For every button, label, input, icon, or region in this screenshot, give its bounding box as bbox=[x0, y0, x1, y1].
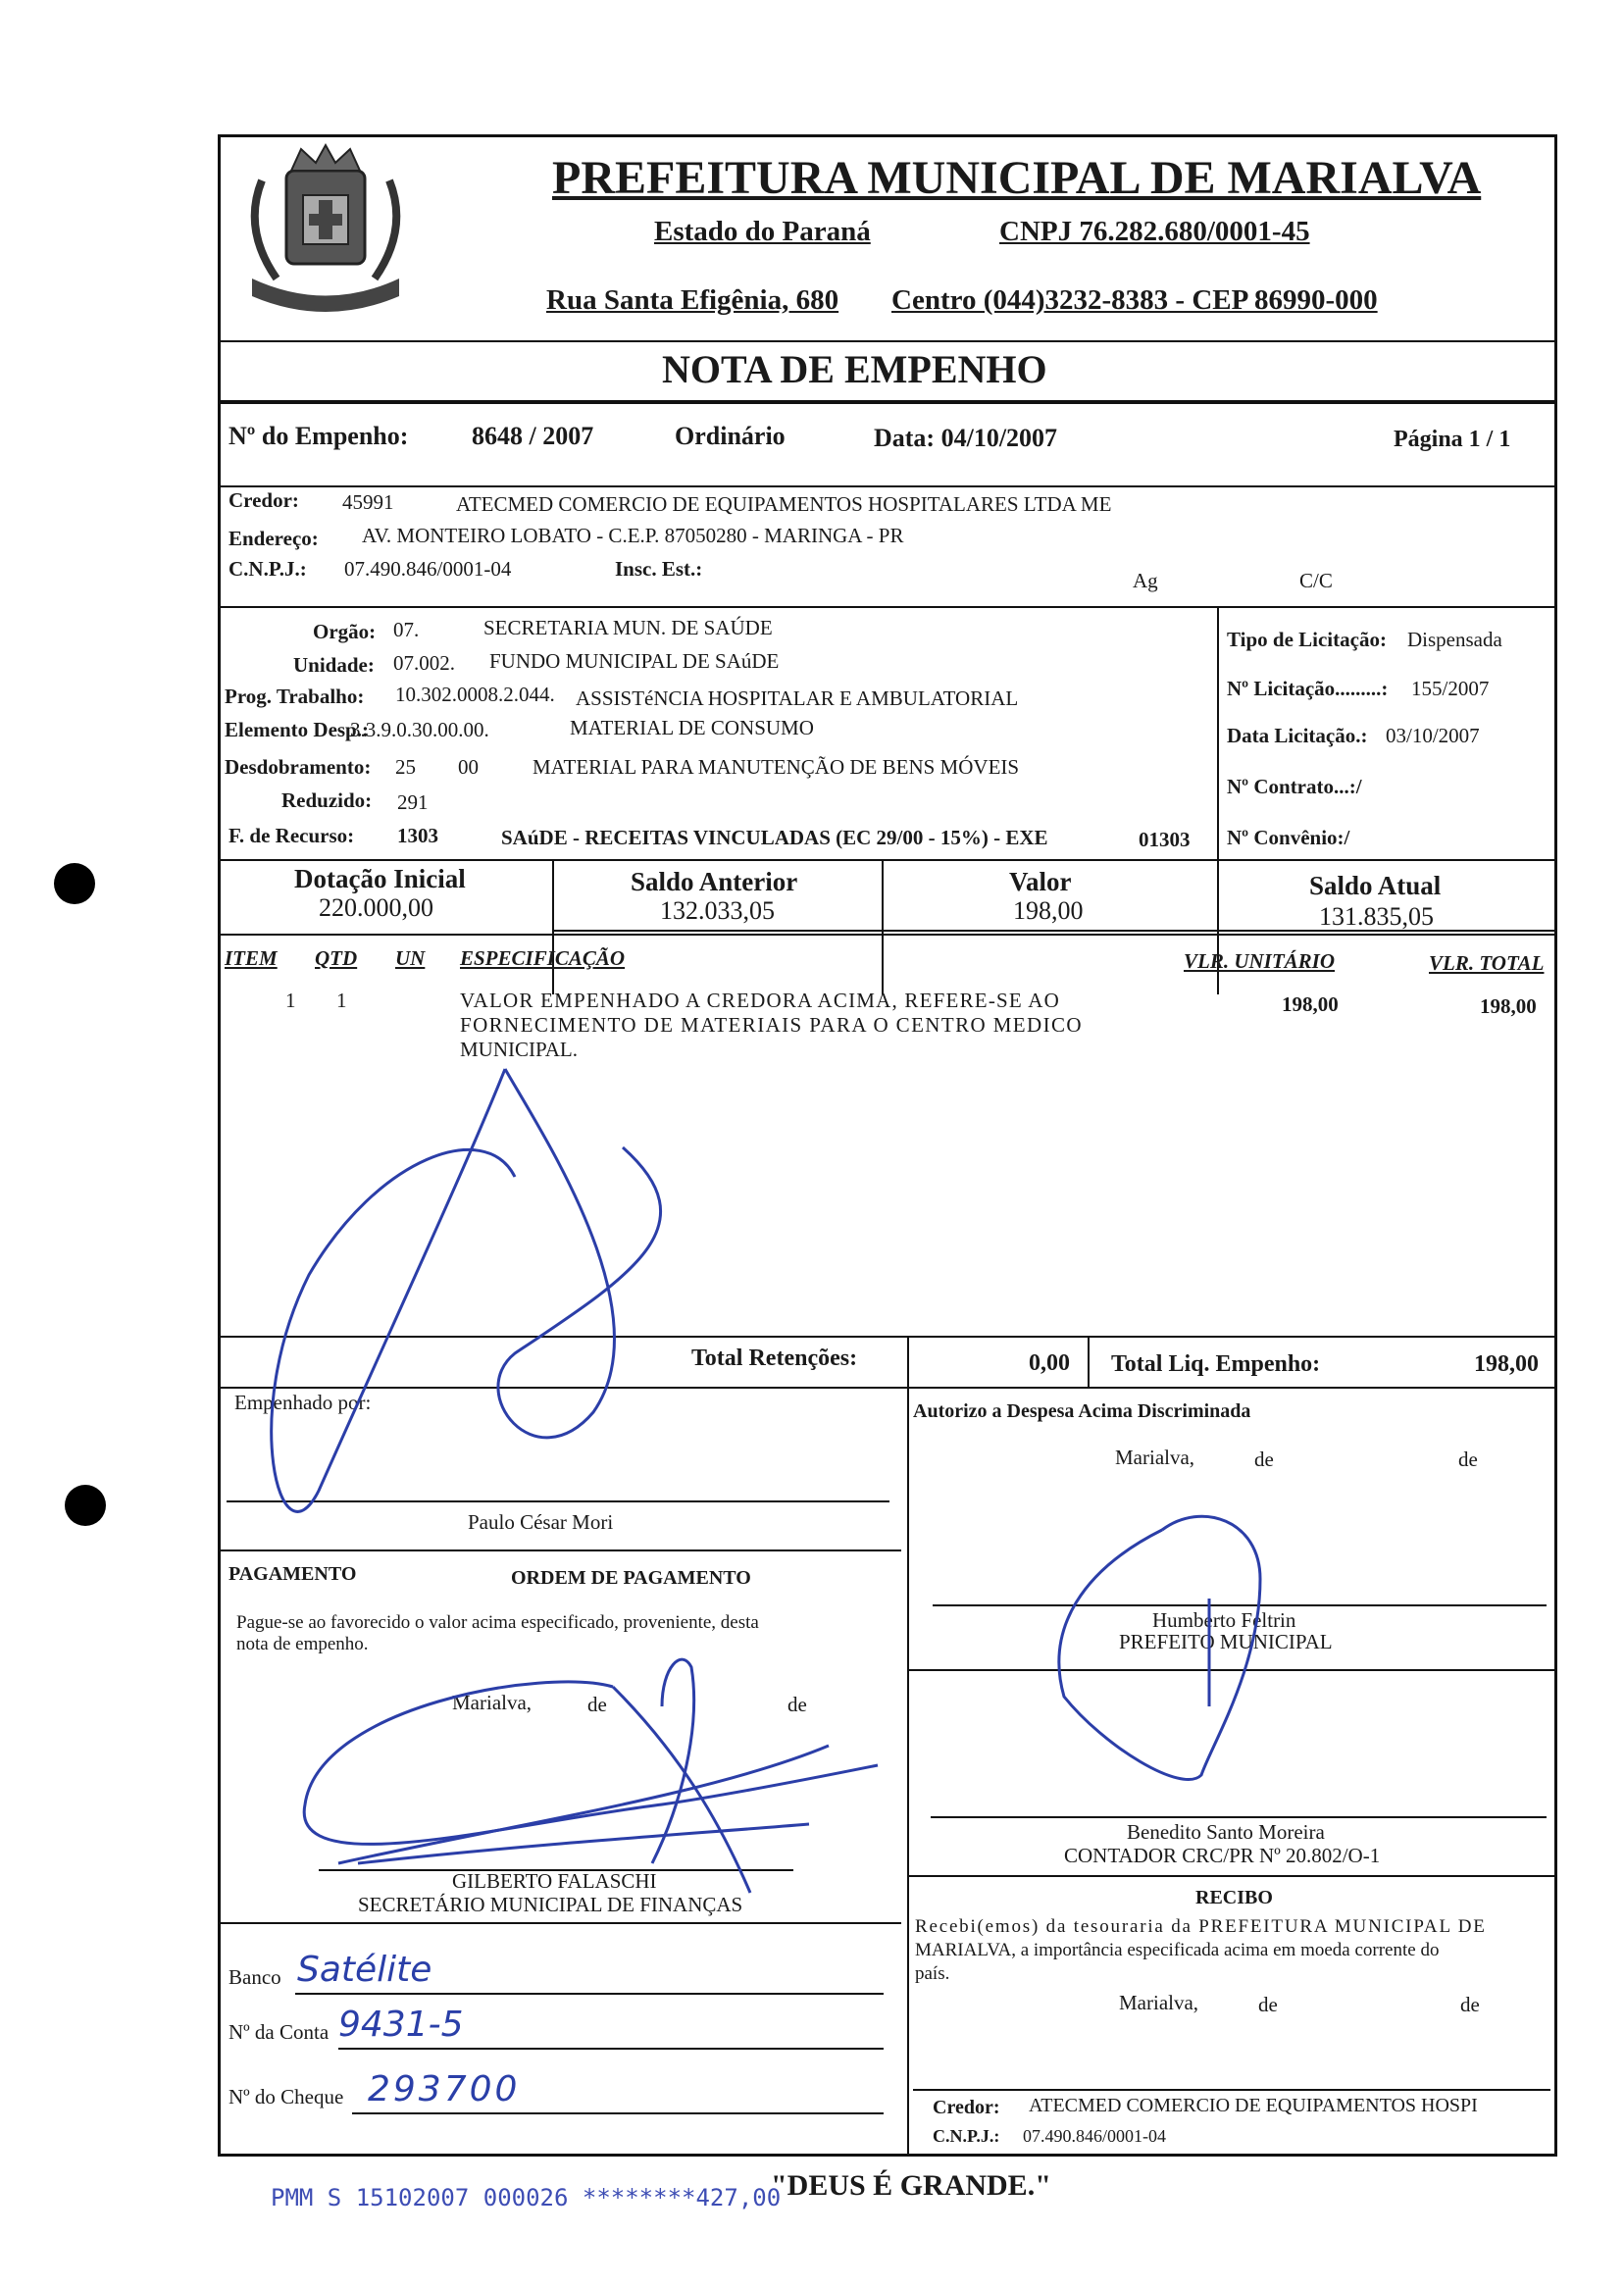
pagamento-de1: de bbox=[587, 1693, 607, 1716]
elemento-code: 3.3.9.0.30.00.00. bbox=[350, 718, 489, 741]
recibo-text-line2: MARIALVA, a importância especificada acima em moeda corrente do bbox=[915, 1940, 1440, 1960]
orgao-code: 07. bbox=[393, 618, 420, 641]
autorizo-de2: de bbox=[1458, 1448, 1478, 1471]
tipo-licitacao-label: Tipo de Licitação: bbox=[1227, 628, 1387, 651]
valor-value: 198,00 bbox=[1013, 896, 1084, 925]
licitacao-number: 155/2007 bbox=[1411, 677, 1490, 700]
recibo-cnpj-value: 07.490.846/0001-04 bbox=[1023, 2126, 1166, 2146]
cnpj-value: 07.490.846/0001-04 bbox=[344, 557, 512, 581]
credor-name: ATECMED COMERCIO DE EQUIPAMENTOS HOSPITALARES LTDA ME bbox=[456, 492, 1112, 516]
recibo-title: RECIBO bbox=[1195, 1887, 1273, 1908]
col-vlr-total: VLR. TOTAL bbox=[1429, 951, 1545, 975]
saldo-atual-value: 131.835,05 bbox=[1319, 902, 1434, 931]
recibo-cnpj-label: C.N.P.J.: bbox=[933, 2126, 1000, 2146]
prefeito-name: Humberto Feltrin bbox=[1152, 1608, 1296, 1632]
prefeito-role: PREFEITO MUNICIPAL bbox=[1119, 1630, 1333, 1653]
recibo-credor-name: ATECMED COMERCIO DE EQUIPAMENTOS HOSPI bbox=[1029, 2095, 1478, 2116]
nota-de-empenho-form bbox=[218, 134, 1557, 2157]
data-licitacao-value: 03/10/2007 bbox=[1386, 724, 1480, 747]
total-retencoes-value: 0,00 bbox=[1029, 1350, 1070, 1376]
coat-of-arms-icon bbox=[232, 141, 419, 318]
item-desc-line1: VALOR EMPENHADO A CREDORA ACIMA, REFERE-SE AO bbox=[460, 989, 1060, 1012]
elemento-label: Elemento Desp.: bbox=[225, 718, 369, 741]
conta-label: Nº da Conta bbox=[228, 2020, 330, 2044]
unidade-label: Unidade: bbox=[293, 653, 375, 677]
reduzido-label: Reduzido: bbox=[281, 788, 373, 812]
contact-address: Centro (044)3232-8383 - CEP 86990-000 bbox=[891, 284, 1378, 316]
pagamento-text-line1: Pague-se ao favorecido o valor acima especificado, proveniente, desta bbox=[236, 1612, 759, 1633]
total-retencoes-label: Total Retenções: bbox=[691, 1346, 858, 1371]
credor-code: 45991 bbox=[342, 490, 394, 514]
reduzido-value: 291 bbox=[397, 790, 429, 814]
elemento-name: MATERIAL DE CONSUMO bbox=[570, 716, 814, 739]
licitacao-number-label: Nº Licitação.........: bbox=[1227, 677, 1389, 700]
col-qtd: QTD bbox=[315, 946, 358, 970]
recibo-credor-label: Credor: bbox=[933, 2097, 1000, 2118]
cheque-label: Nº do Cheque bbox=[228, 2085, 344, 2108]
empenho-number: 8648 / 2007 bbox=[472, 422, 594, 450]
credor-label: Credor: bbox=[228, 488, 299, 512]
conta-value: 9431-5 bbox=[338, 2005, 464, 2045]
cnpj-header: CNPJ 76.282.680/0001-45 bbox=[999, 216, 1310, 247]
cc-label: C/C bbox=[1299, 569, 1333, 592]
item-vlr-total: 198,00 bbox=[1480, 994, 1537, 1018]
col-vlr-unitario: VLR. UNITÁRIO bbox=[1184, 949, 1336, 973]
desdobramento-b: 00 bbox=[458, 755, 479, 779]
autorizo-title: Autorizo a Despesa Acima Discriminada bbox=[913, 1400, 1251, 1422]
item-desc-line3: MUNICIPAL. bbox=[460, 1038, 578, 1061]
dotacao-inicial-value: 220.000,00 bbox=[319, 893, 433, 922]
prog-trabalho-label: Prog. Trabalho: bbox=[225, 685, 365, 708]
saldo-anterior-value: 132.033,05 bbox=[660, 896, 775, 925]
autorizo-place: Marialva, bbox=[1115, 1446, 1195, 1469]
motto: "DEUS É GRANDE." bbox=[771, 2169, 1051, 2202]
prefeitura-title: PREFEITURA MUNICIPAL DE MARIALVA bbox=[552, 152, 1482, 204]
unidade-name: FUNDO MUNICIPAL DE SAúDE bbox=[489, 649, 780, 673]
item-desc-line2: FORNECIMENTO DE MATERIAIS PARA O CENTRO MEDICO bbox=[460, 1013, 1083, 1037]
pagamento-place: Marialva, bbox=[452, 1691, 533, 1714]
contador-role: CONTADOR CRC/PR Nº 20.802/O-1 bbox=[1064, 1844, 1381, 1867]
prog-trabalho-code: 10.302.0008.2.044. bbox=[395, 683, 555, 706]
unidade-code: 07.002. bbox=[393, 651, 455, 675]
valor-label: Valor bbox=[1009, 867, 1072, 896]
recurso-name: SAúDE - RECEITAS VINCULADAS (EC 29/00 - 15%) - EXE bbox=[501, 826, 1048, 849]
state-label: Estado do Paraná bbox=[654, 216, 871, 247]
pagamento-text-line2: nota de empenho. bbox=[236, 1634, 369, 1654]
recurso-code: 1303 bbox=[397, 824, 438, 847]
autorizo-de1: de bbox=[1254, 1448, 1274, 1471]
orgao-name: SECRETARIA MUN. DE SAÚDE bbox=[483, 616, 773, 639]
convenio-label: Nº Convênio:/ bbox=[1227, 826, 1350, 849]
banco-value: Satélite bbox=[297, 1950, 432, 1990]
punch-hole-bottom bbox=[65, 1485, 106, 1526]
dotacao-inicial-label: Dotação Inicial bbox=[294, 864, 466, 893]
empenho-date: Data: 04/10/2007 bbox=[874, 424, 1058, 452]
page-number: Página 1 / 1 bbox=[1394, 427, 1511, 452]
desdobramento-name: MATERIAL PARA MANUTENÇÃO DE BENS MÓVEIS bbox=[533, 755, 1020, 779]
item-qtd: 1 bbox=[336, 989, 347, 1012]
ordem-pagamento-label: ORDEM DE PAGAMENTO bbox=[511, 1567, 751, 1589]
ag-label: Ag bbox=[1133, 569, 1158, 592]
contador-name: Benedito Santo Moreira bbox=[1127, 1820, 1325, 1844]
saldo-atual-label: Saldo Atual bbox=[1309, 871, 1442, 900]
data-licitacao-label: Data Licitação.: bbox=[1227, 724, 1368, 747]
recurso-number: 01303 bbox=[1139, 828, 1191, 851]
insc-est-label: Insc. Est.: bbox=[615, 557, 703, 581]
item-number: 1 bbox=[285, 989, 296, 1012]
cnpj-label: C.N.P.J.: bbox=[228, 557, 307, 581]
tipo-licitacao-value: Dispensada bbox=[1407, 628, 1502, 651]
document-title: NOTA DE EMPENHO bbox=[662, 347, 1047, 391]
secretario-name: GILBERTO FALASCHI bbox=[452, 1869, 657, 1893]
empenhado-por-label: Empenhado por: bbox=[234, 1391, 372, 1414]
empenho-type: Ordinário bbox=[675, 422, 786, 450]
prog-trabalho-name: ASSISTéNCIA HOSPITALAR E AMBULATORIAL bbox=[576, 686, 1019, 710]
recibo-de2: de bbox=[1460, 1993, 1480, 2016]
empenho-number-label: Nº do Empenho: bbox=[228, 422, 409, 450]
recurso-label: F. de Recurso: bbox=[228, 824, 355, 847]
endereco-label: Endereço: bbox=[228, 527, 319, 550]
recibo-place: Marialva, bbox=[1119, 1991, 1199, 2014]
col-item: ITEM bbox=[225, 946, 278, 970]
street-address: Rua Santa Efigênia, 680 bbox=[546, 284, 839, 316]
payment-stamp: PMM S 15102007 000026 ********427,00 bbox=[271, 2184, 782, 2211]
orgao-label: Orgão: bbox=[313, 620, 377, 643]
secretario-role: SECRETÁRIO MUNICIPAL DE FINANÇAS bbox=[358, 1893, 743, 1916]
col-un: UN bbox=[395, 946, 426, 970]
endereco-value: AV. MONTEIRO LOBATO - C.E.P. 87050280 - MARINGA - PR bbox=[362, 524, 904, 547]
recibo-text-line3: país. bbox=[915, 1963, 950, 1984]
col-especificacao: ESPECIFICAÇÃO bbox=[460, 946, 626, 970]
desdobramento-label: Desdobramento: bbox=[225, 755, 372, 779]
pagamento-de2: de bbox=[787, 1693, 807, 1716]
punch-hole-top bbox=[54, 863, 95, 904]
total-liq-label: Total Liq. Empenho: bbox=[1111, 1351, 1321, 1377]
empenhado-por-name: Paulo César Mori bbox=[468, 1510, 614, 1534]
banco-label: Banco bbox=[228, 1965, 281, 1989]
contrato-label: Nº Contrato...:/ bbox=[1227, 775, 1362, 798]
total-liq-value: 198,00 bbox=[1474, 1351, 1539, 1377]
desdobramento-a: 25 bbox=[395, 755, 416, 779]
item-vlr-unitario: 198,00 bbox=[1282, 992, 1339, 1016]
cheque-value: 293700 bbox=[368, 2069, 521, 2109]
recibo-text-line1: Recebi(emos) da tesouraria da PREFEITURA MUNICIPAL DE bbox=[915, 1916, 1487, 1937]
pagamento-label: PAGAMENTO bbox=[228, 1563, 357, 1585]
recibo-de1: de bbox=[1258, 1993, 1278, 2016]
saldo-anterior-label: Saldo Anterior bbox=[631, 867, 798, 896]
